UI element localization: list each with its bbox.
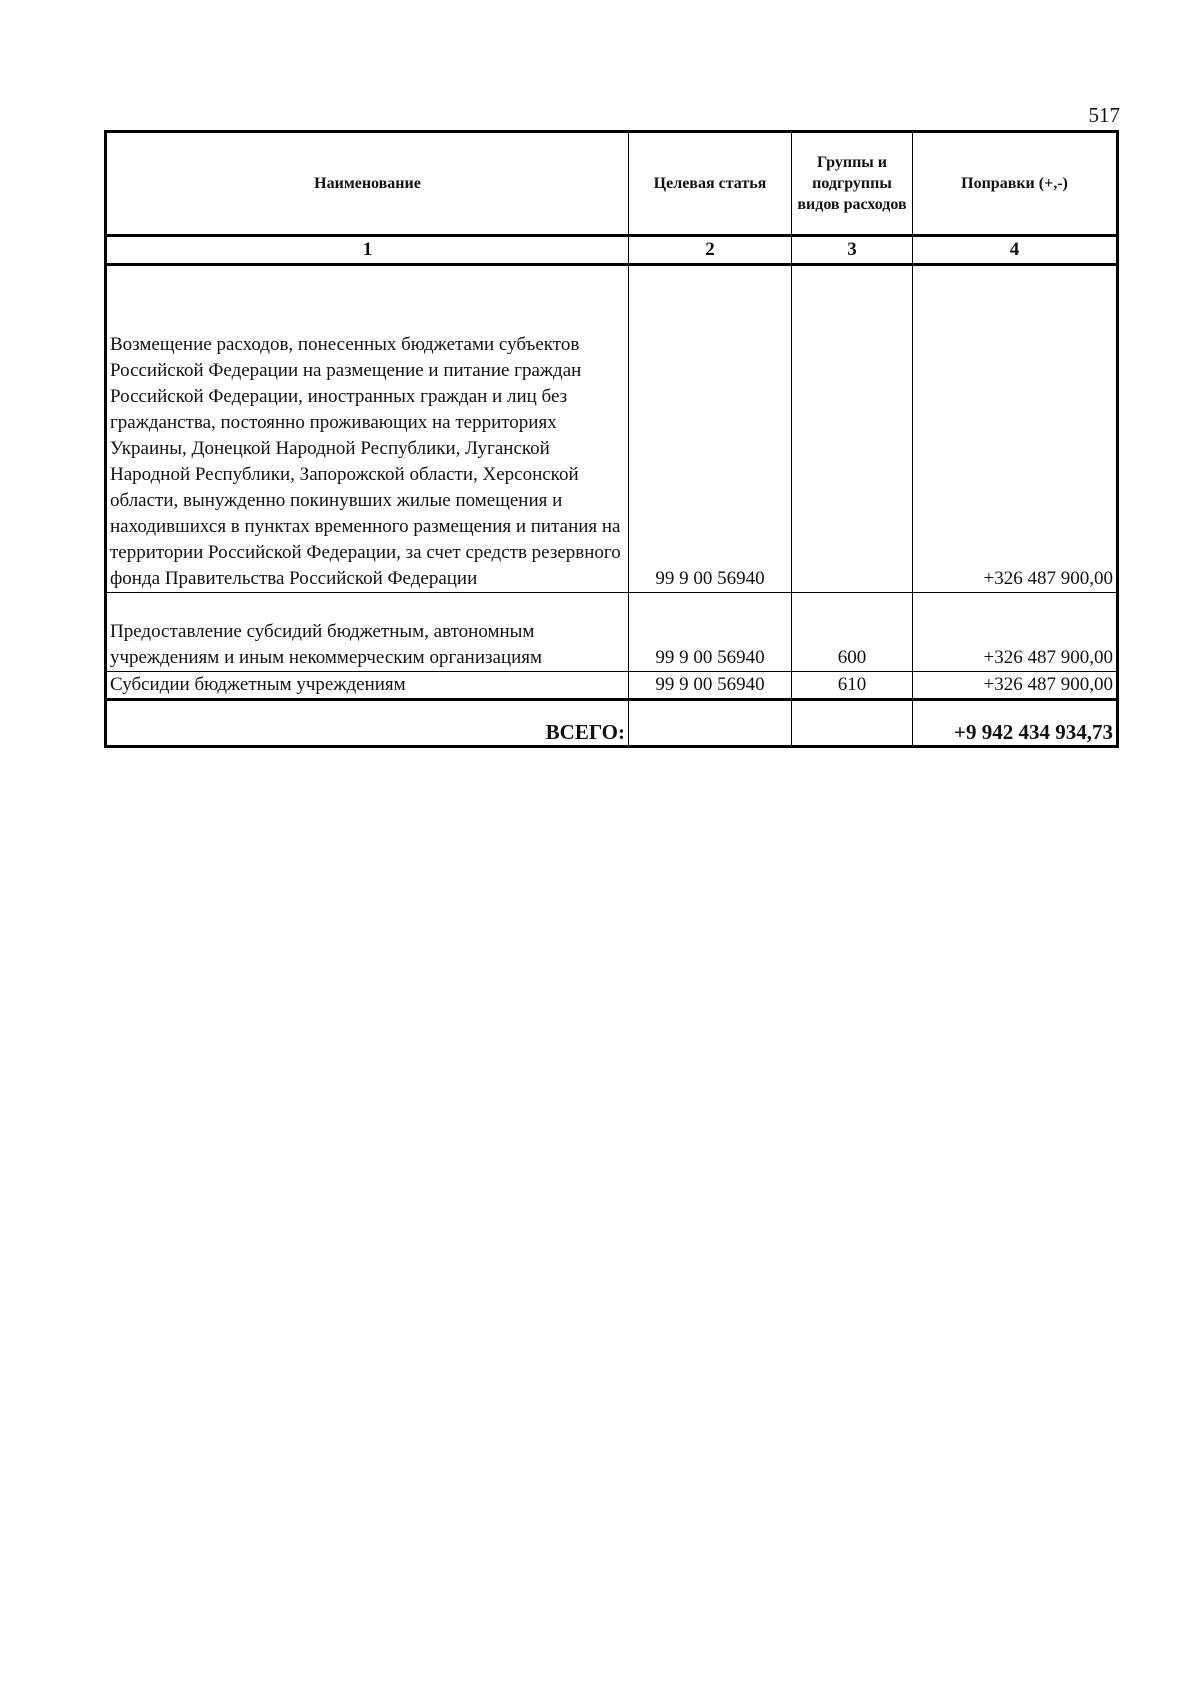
row-code: 99 9 00 56940 [629, 593, 792, 672]
row-amount: +326 487 900,00 [913, 265, 1118, 593]
column-number: 1 [106, 236, 629, 265]
budget-amendments-table [104, 130, 1119, 748]
row-group [792, 265, 913, 593]
header-row [106, 132, 1118, 236]
row-name: Субсидии бюджетным учреждениям [106, 672, 629, 700]
column-number-row [106, 236, 1118, 265]
page-number: 517 [1088, 103, 1120, 127]
row-amount: +326 487 900,00 [913, 672, 1118, 700]
total-row [106, 700, 1118, 747]
table-row [106, 593, 1118, 672]
row-group: 610 [792, 672, 913, 700]
column-number: 2 [629, 236, 792, 265]
row-name: Предоставление субсидий бюджетным, автономным учреждениям и иным некоммерческим организациям [106, 593, 629, 672]
table-row [106, 265, 1118, 593]
total-empty-cell [629, 700, 792, 747]
table-row [106, 672, 1118, 700]
header-expense-groups: Группы и подгруппы видов расходов [792, 132, 913, 236]
row-group: 600 [792, 593, 913, 672]
column-number: 4 [913, 236, 1118, 265]
row-code: 99 9 00 56940 [629, 265, 792, 593]
row-name: Возмещение расходов, понесенных бюджетами субъектов Российской Федерации на размещение и питание граждан Российской Федерации, иностранных граждан и лиц без гражданства, постоянно проживающих на территориях Украины, Донецкой Народной Республики, Луганской Народной Республики, Запорожской области, Херсонской области, вынужденно покинувших жилые помещения и находившихся в пунктах временного размещения и питания на территории Российской Федерации, за счет средств резервного фонда Правительства Российской Федерации [106, 265, 629, 593]
total-amount: +9 942 434 934,73 [913, 700, 1118, 747]
header-name: Наименование [106, 132, 629, 236]
header-target-article: Целевая статья [629, 132, 792, 236]
header-amendments: Поправки (+,-) [913, 132, 1118, 236]
total-label: ВСЕГО: [106, 700, 629, 747]
row-code: 99 9 00 56940 [629, 672, 792, 700]
total-empty-cell [792, 700, 913, 747]
row-amount: +326 487 900,00 [913, 593, 1118, 672]
column-number: 3 [792, 236, 913, 265]
